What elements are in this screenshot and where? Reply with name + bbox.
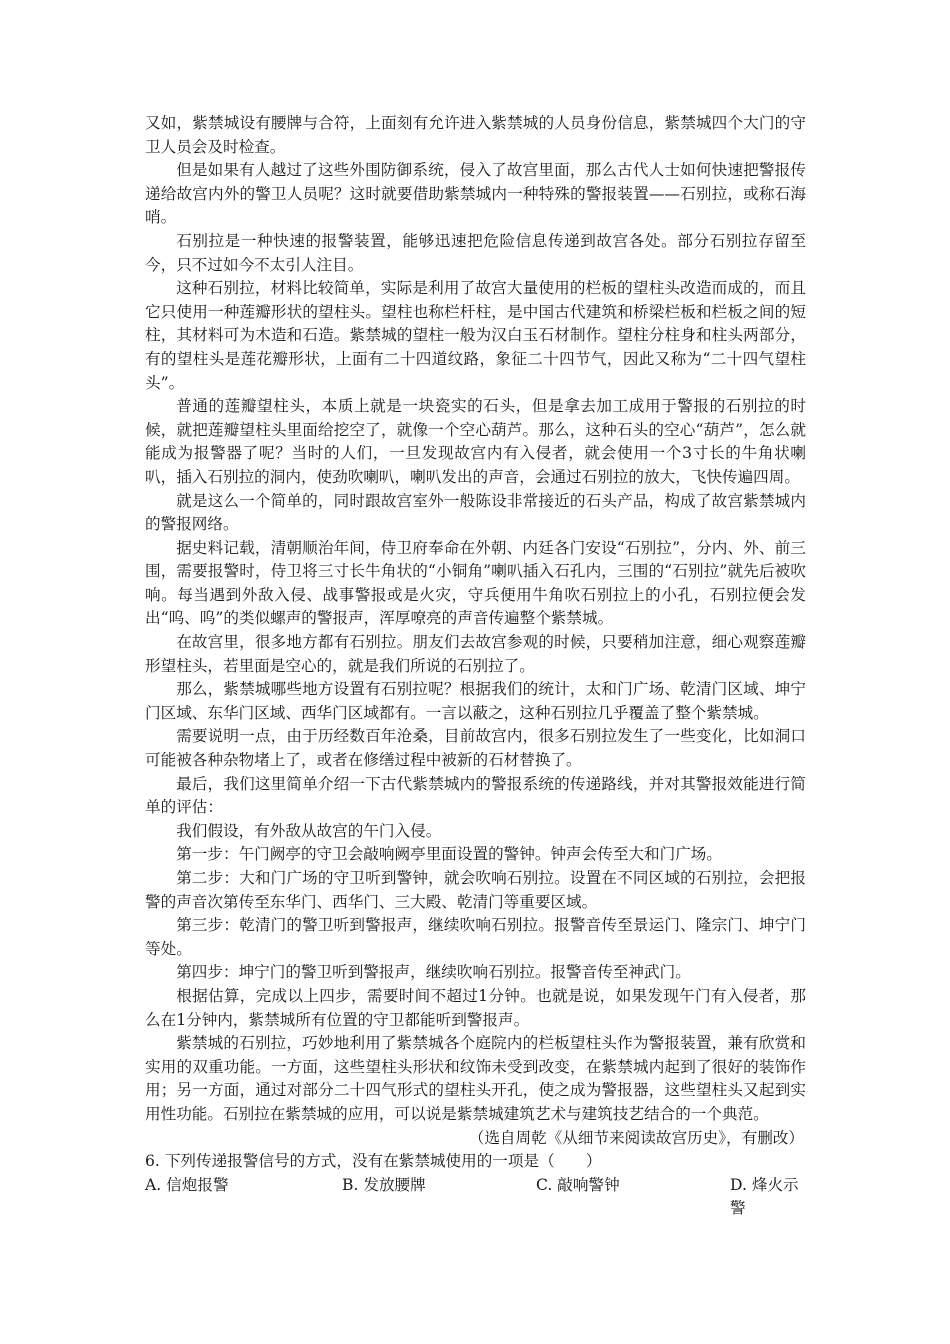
paragraph: 根据估算，完成以上四步，需要时间不超过1分钟。也就是说，如果发现午门有入侵者，那么在1分钟内，紫禁城所有位置的守卫都能听到警报声。: [145, 986, 806, 1029]
paragraph: 石别拉是一种快速的报警装置，能够迅速把危险信息传递到故宫各处。部分石别拉存留至今，只不过如今不太引人注目。: [145, 231, 806, 274]
paragraph: 需要说明一点，由于历经数百年沧桑，目前故宫内，很多石别拉发生了一些变化，比如洞口可能被各种杂物堵上了，或者在修缮过程中被新的石材替换了。: [145, 727, 806, 770]
paragraph: 又如，紫禁城设有腰牌与合符，上面刻有允许进入紫禁城的人员身份信息，紫禁城四个大门的守卫人员会及时检查。: [145, 114, 806, 156]
paragraph: 据史料记载，清朝顺治年间，侍卫府奉命在外朝、内廷各门安设“石别拉”，分内、外、前三围，需要报警时，侍卫将三寸长牛角状的“小铜角”喇叭插入石孔内，三围的“石别拉”就先后被吹响。每当遇到外敌入侵、战事警报或是火灾，守兵便用牛角吹石别拉上的小孔，石别拉便会发出“呜、呜”的类似螺声的警报声，浑厚嘹亮的声音传遍整个紫禁城。: [145, 538, 806, 628]
question-stem: 6. 下列传递报警信号的方式，没有在紫禁城使用的一项是（ ）: [145, 1152, 602, 1171]
document-page: [145, 112, 806, 1221]
paragraph: 第一步：午门阙亭的守卫会敲响阙亭里面设置的警钟。钟声会传至大和门广场。: [176, 845, 722, 864]
paragraph: 第四步：坤宁门的警卫听到警报声，继续吹响石别拉。报警音传至神武门。: [176, 963, 691, 982]
option-d: D. 烽火示警: [730, 1175, 799, 1218]
paragraph: 紫禁城的石别拉，巧妙地利用了紫禁城各个庭院内的栏板望柱头作为警报装置，兼有欣赏和实用的双重功能。一方面，这些望柱头形状和纹饰未受到改变，在紫禁城内起到了很好的装饰作用；另一方面，通过对部分二十四气形式的望柱头开孔，使之成为警报器，这些望柱头又起到实用性功能。石别拉在紫禁城的应用，可以说是紫禁城建筑艺术与建筑技艺结合的一个典范。: [145, 1034, 806, 1123]
option-c: C. 敲响警钟: [536, 1175, 620, 1194]
paragraph: 第三步：乾清门的警卫听到警报声，继续吹响石别拉。报警音传至景运门、隆宗门、坤宁门等处。: [145, 916, 806, 958]
option-a: A. 信炮报警: [145, 1175, 229, 1194]
paragraph: 那么，紫禁城哪些地方设置有石别拉呢？根据我们的统计，太和门广场、乾清门区域、坤宁门区域、东华门区域、西华门区域都有。一言以蔽之，这种石别拉几乎覆盖了整个紫禁城。: [145, 680, 806, 722]
paragraph: 在故宫里，很多地方都有石别拉。朋友们去故宫参观的时候，只要稍加注意，细心观察莲瓣形望柱头，若里面是空心的，就是我们所说的石别拉了。: [145, 633, 806, 675]
paragraph: 普通的莲瓣望柱头，本质上就是一块瓷实的石头，但是拿去加工成用于警报的石别拉的时候，就把莲瓣望柱头里面给挖空了，就像一个空心葫芦。那么，这种石头的空心“葫芦”，怎么就能成为报警器了呢？当时的人们，一旦发现故宫内有入侵者，就会使用一个3寸长的牛角状喇叭，插入石别拉的洞内，使劲吹喇叭，喇叭发出的声音，会通过石别拉的放大，飞快传遍四周。: [145, 397, 806, 486]
answer-options: [145, 1174, 806, 1221]
paragraph: 最后，我们这里简单介绍一下古代紫禁城内的警报系统的传递路线，并对其警报效能进行简单的评估：: [145, 774, 806, 817]
paragraph: 这种石别拉，材料比较简单，实际是利用了故宫大量使用的栏板的望柱头改造而成的，而且它只使用一种莲瓣形状的望柱头。望柱也称栏杆柱，是中国古代建筑和桥梁栏板和栏板之间的短柱，其材料可为木造和石造。紫禁城的望柱一般为汉白玉石材制作。望柱分柱身和柱头两部分，有的望柱头是莲花瓣形状，上面有二十四道纹路，象征二十四节气，因此又称为“二十四气望柱头”。: [145, 279, 806, 392]
option-b: B. 发放腰牌: [342, 1175, 426, 1194]
paragraph: 但是如果有人越过了这些外围防御系统，侵入了故宫里面，那么古代人士如何快速把警报传递给故宫内外的警卫人员呢？这时就要借助紫禁城内一种特殊的警报装置——石别拉，或称石海哨。: [145, 161, 806, 227]
paragraph: 第二步：大和门广场的守卫听到警钟，就会吹响石别拉。设置在不同区域的石别拉，会把报警的声音次第传至东华门、西华门、三大殿、乾清门等重要区域。: [145, 869, 806, 911]
paragraph: 就是这么一个简单的，同时跟故宫室外一般陈设非常接近的石头产品，构成了故宫紫禁城内的警报网络。: [145, 491, 806, 534]
paragraph: 我们假设，有外敌从故宫的午门入侵。: [176, 821, 442, 840]
source-citation: （选自周乾《从细节来阅读故宫历史》，有删改）: [468, 1128, 804, 1147]
